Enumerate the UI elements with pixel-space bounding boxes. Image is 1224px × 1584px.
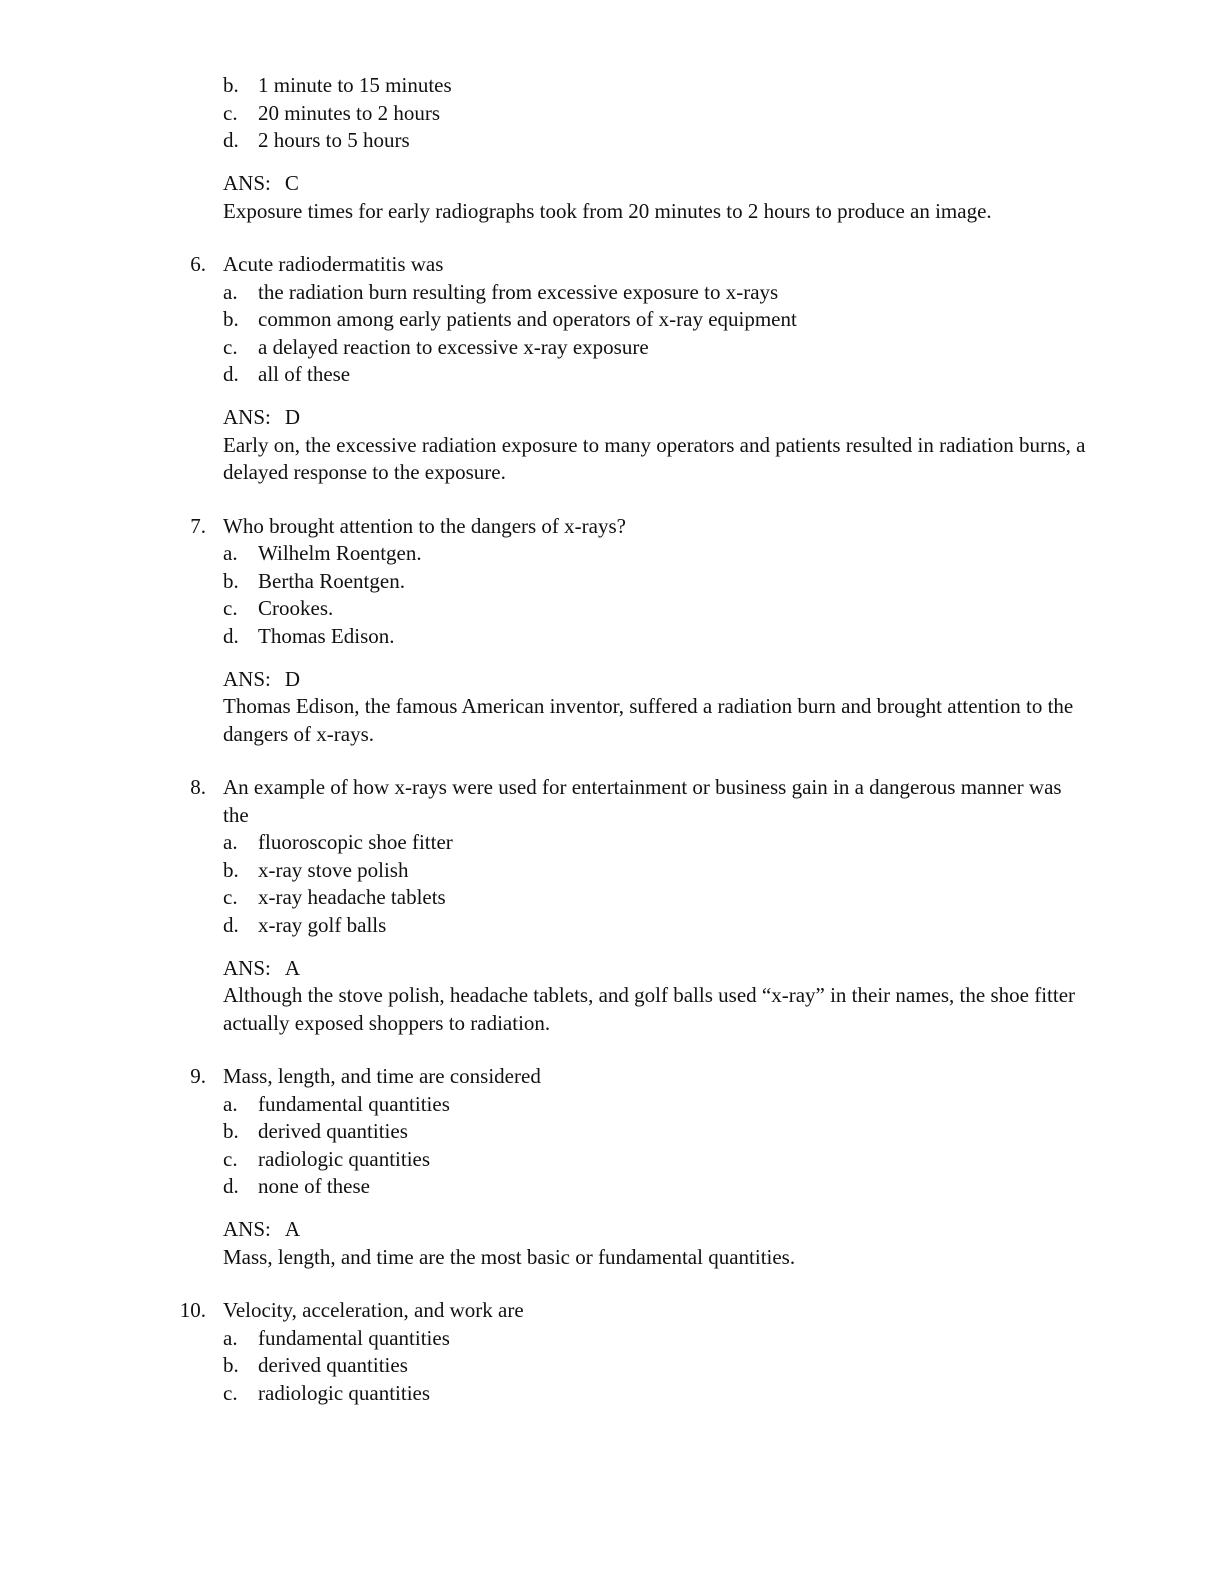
option-letter: c. [223, 1380, 238, 1405]
question-block [0, 513, 1224, 749]
option-letter: b. [223, 857, 239, 882]
answer-rationale: Mass, length, and time are the most basic or fundamental quantities. [223, 1244, 796, 1269]
option-letter: d. [223, 623, 239, 648]
option-letter: d. [223, 1174, 239, 1198]
question-text: An example of how x-rays were used for entertainment or business gain in a dangerous manner was the [223, 775, 1062, 827]
option-text: x-ray golf balls [258, 912, 387, 937]
answer-option [0, 540, 1224, 568]
option-text: 20 minutes to 2 hours [258, 100, 440, 125]
answer-option [0, 623, 1224, 651]
answer-key [0, 666, 1224, 694]
question-number: 7. [190, 513, 206, 538]
option-letter: d. [223, 362, 239, 386]
answer-option [0, 857, 1224, 885]
question-text: Velocity, acceleration, and work are [223, 1298, 524, 1322]
answer-option [0, 279, 1224, 307]
answer-letter: D [284, 405, 301, 429]
option-text: derived quantities [258, 1353, 408, 1377]
question-block [0, 72, 1224, 225]
option-letter: a. [223, 1091, 238, 1116]
question-number: 9. [190, 1064, 206, 1088]
question-number: 10. [179, 1298, 206, 1322]
option-letter: b. [223, 1119, 239, 1143]
question-text: Mass, length, and time are considered [223, 1064, 541, 1088]
answer-option [0, 1325, 1224, 1353]
answer-option [0, 334, 1224, 362]
question-stem [0, 1297, 1083, 1325]
answer-option [0, 1091, 1224, 1119]
answer-option [0, 1173, 1224, 1201]
answer-label: ANS: [223, 666, 271, 691]
answer-letter: A [284, 955, 301, 980]
answer-rationale: Exposure times for early radiographs took from 20 minutes to 2 hours to produce an image. [223, 198, 992, 223]
answer-label: ANS: [223, 405, 271, 429]
answer-rationale: Thomas Edison, the famous American inventor, suffered a radiation burn and brought attention to the dangers of x-rays. [223, 694, 1074, 746]
question-text: Who brought attention to the dangers of x-rays? [223, 513, 626, 538]
answer-key [0, 404, 1224, 432]
option-letter: c. [223, 885, 238, 909]
question-stem [0, 251, 1083, 279]
option-text: fundamental quantities [258, 1091, 450, 1116]
answer-key [0, 955, 1224, 983]
option-letter: a. [223, 1325, 238, 1350]
answer-option [0, 306, 1224, 334]
option-letter: b. [223, 1353, 239, 1377]
option-text: x-ray headache tablets [258, 885, 446, 909]
option-text: a delayed reaction to excessive x-ray exposure [258, 334, 649, 359]
option-letter: b. [223, 73, 239, 97]
option-letter: a. [223, 830, 238, 854]
answer-option [0, 1380, 1224, 1408]
answer-option [0, 1352, 1224, 1380]
option-letter: a. [223, 279, 238, 304]
answer-option [0, 568, 1224, 596]
option-text: the radiation burn resulting from excessive exposure to x-rays [258, 279, 779, 304]
answer-option [0, 912, 1224, 940]
option-text: derived quantities [258, 1119, 408, 1143]
document-page [0, 72, 1224, 1433]
answer-rationale: Early on, the excessive radiation exposure to many operators and patients resulted in radiation burns, a delayed response to the exposure. [223, 432, 1086, 484]
option-text: none of these [258, 1174, 370, 1198]
option-text: x-ray stove polish [258, 857, 409, 882]
answer-letter: D [284, 666, 301, 691]
option-text: 2 hours to 5 hours [258, 128, 410, 152]
question-number: 6. [190, 252, 206, 276]
option-text: radiologic quantities [258, 1146, 431, 1171]
answer-option [0, 595, 1224, 623]
answer-option [0, 361, 1224, 389]
question-block [0, 1063, 1224, 1271]
option-letter: c. [223, 100, 238, 125]
answer-key [0, 170, 1224, 198]
question-text: Acute radiodermatitis was [223, 252, 444, 276]
option-letter: c. [223, 1146, 238, 1171]
option-text: all of these [258, 362, 351, 386]
option-text: common among early patients and operators of x-ray equipment [258, 307, 797, 331]
option-text: Crookes. [258, 596, 334, 620]
answer-option [0, 1146, 1224, 1174]
option-letter: a. [223, 541, 238, 565]
answer-option [0, 829, 1224, 857]
option-text: Wilhelm Roentgen. [258, 541, 422, 565]
answer-rationale: Although the stove polish, headache tablets, and golf balls used “x-ray” in their names, the shoe fitter actually exposed shoppers to radiation. [223, 983, 1076, 1035]
answer-label: ANS: [223, 171, 271, 195]
option-letter: c. [223, 596, 238, 620]
option-text: radiologic quantities [258, 1380, 431, 1405]
option-letter: b. [223, 568, 239, 593]
option-letter: d. [223, 912, 239, 937]
question-stem [0, 513, 1083, 541]
answer-option [0, 1118, 1224, 1146]
option-text: Bertha Roentgen. [258, 568, 405, 593]
question-stem [0, 774, 1083, 829]
answer-letter: A [284, 1217, 301, 1241]
answer-label: ANS: [223, 955, 271, 980]
question-block [0, 251, 1224, 487]
option-text: Thomas Edison. [258, 623, 395, 648]
option-text: fluoroscopic shoe fitter [258, 830, 453, 854]
option-letter: c. [223, 334, 238, 359]
answer-option [0, 72, 1224, 100]
question-stem [0, 1063, 1083, 1091]
answer-label: ANS: [223, 1217, 271, 1241]
option-text: 1 minute to 15 minutes [258, 73, 452, 97]
question-block [0, 774, 1224, 1037]
answer-letter: C [284, 171, 299, 195]
option-letter: b. [223, 307, 239, 331]
option-text: fundamental quantities [258, 1325, 450, 1350]
answer-key [0, 1216, 1224, 1244]
question-block [0, 1297, 1224, 1407]
answer-option [0, 127, 1224, 155]
answer-option [0, 100, 1224, 128]
question-number: 8. [190, 775, 206, 799]
option-letter: d. [223, 128, 239, 152]
answer-option [0, 884, 1224, 912]
